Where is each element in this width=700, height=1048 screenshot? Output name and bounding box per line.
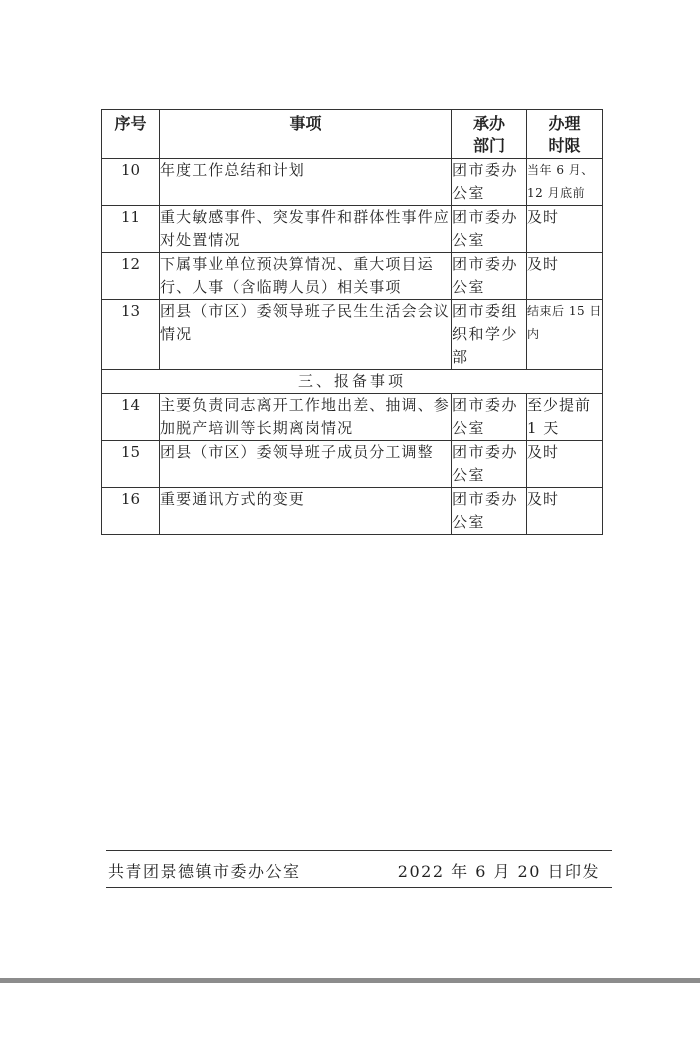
- row-num: 11: [102, 206, 160, 253]
- table-header-row: [102, 110, 603, 159]
- row-item: 团县（市区）委领导班子民生生活会会议情况: [160, 300, 452, 370]
- row-dept: 团市委组织和学少部: [452, 300, 527, 370]
- row-item: 主要负责同志离开工作地出差、抽调、参加脱产培训等长期离岗情况: [160, 394, 452, 441]
- row-item: 重大敏感事件、突发事件和群体性事件应对处置情况: [160, 206, 452, 253]
- row-num: 13: [102, 300, 160, 370]
- row-item: 团县（市区）委领导班子成员分工调整: [160, 441, 452, 488]
- row-dept: 团市委办公室: [452, 488, 527, 535]
- row-time: 及时: [527, 253, 603, 300]
- row-num: 12: [102, 253, 160, 300]
- row-num: 10: [102, 159, 160, 206]
- table-row: [102, 394, 603, 441]
- row-dept: 团市委办公室: [452, 159, 527, 206]
- section-title: 三、报备事项: [102, 370, 603, 394]
- row-num: 16: [102, 488, 160, 535]
- row-time: 及时: [527, 206, 603, 253]
- page-bottom-divider: [0, 978, 700, 983]
- row-num: 15: [102, 441, 160, 488]
- row-num: 14: [102, 394, 160, 441]
- table-row: [102, 206, 603, 253]
- header-num: 序号: [102, 110, 160, 159]
- row-dept: 团市委办公室: [452, 206, 527, 253]
- table-row: [102, 253, 603, 300]
- row-item: 重要通讯方式的变更: [160, 488, 452, 535]
- row-dept: 团市委办公室: [452, 253, 527, 300]
- header-dept: 承办 部门: [452, 110, 527, 159]
- row-time: 及时: [527, 441, 603, 488]
- row-item: 下属事业单位预决算情况、重大项目运行、人事（含临聘人员）相关事项: [160, 253, 452, 300]
- matters-table: [101, 109, 603, 535]
- table-row: [102, 300, 603, 370]
- row-item: 年度工作总结和计划: [160, 159, 452, 206]
- table-row: [102, 441, 603, 488]
- document-footer: [106, 850, 612, 888]
- row-time: 及时: [527, 488, 603, 535]
- header-item: 事项: [160, 110, 452, 159]
- row-dept: 团市委办公室: [452, 394, 527, 441]
- row-time: 结束后 15 日内: [527, 300, 603, 370]
- section-row: [102, 370, 603, 394]
- row-dept: 团市委办公室: [452, 441, 527, 488]
- table-row: [102, 488, 603, 535]
- issue-date: 2022 年 6 月 20 日印发: [397, 862, 600, 881]
- table-row: [102, 159, 603, 206]
- row-time: 当年 6 月、12 月底前: [527, 159, 603, 206]
- issuer-name: 共青团景德镇市委办公室: [108, 862, 301, 881]
- header-time: 办理 时限: [527, 110, 603, 159]
- row-time: 至少提前 1 天: [527, 394, 603, 441]
